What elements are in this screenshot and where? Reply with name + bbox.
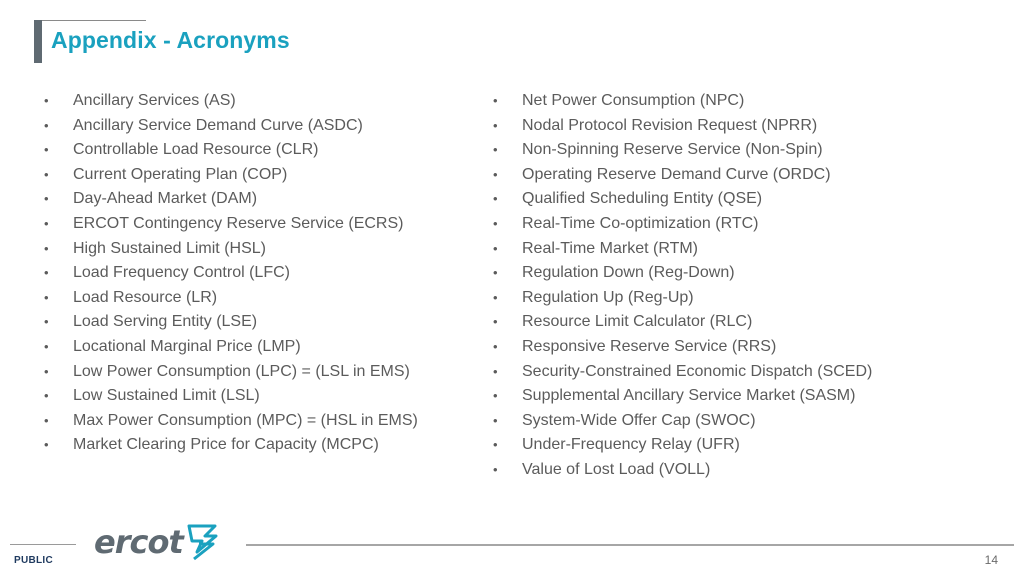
acronym-list-item: • Day-Ahead Market (DAM) xyxy=(42,187,462,212)
acronym-list-item: • Operating Reserve Demand Curve (ORDC) xyxy=(491,163,961,188)
acronym-list-item: • Max Power Consumption (MPC) = (HSL in EMS) xyxy=(42,409,462,434)
footer-divider-left xyxy=(10,544,76,545)
acronym-list-item: • Real-Time Co-optimization (RTC) xyxy=(491,212,961,237)
acronym-list-item: • Security-Constrained Economic Dispatch (SCED) xyxy=(491,360,961,385)
acronym-list-item: • Regulation Down (Reg-Down) xyxy=(491,261,961,286)
acronym-list-item: • Net Power Consumption (NPC) xyxy=(491,89,961,114)
acronym-list-item: • Current Operating Plan (COP) xyxy=(42,163,462,188)
ercot-logo xyxy=(94,522,221,562)
acronym-list-item: • Value of Lost Load (VOLL) xyxy=(491,458,961,483)
acronym-list-item: • Ancillary Service Demand Curve (ASDC) xyxy=(42,114,462,139)
title-accent-bar xyxy=(34,20,42,63)
acronym-list-item: • Under-Frequency Relay (UFR) xyxy=(491,433,961,458)
ercot-lightning-mark-icon xyxy=(185,522,221,562)
acronym-list-item: • Nodal Protocol Revision Request (NPRR) xyxy=(491,114,961,139)
acronym-list-item: • Low Power Consumption (LPC) = (LSL in EMS) xyxy=(42,360,462,385)
acronym-list-item: • Regulation Up (Reg-Up) xyxy=(491,286,961,311)
acronym-list-item: • Real-Time Market (RTM) xyxy=(491,237,961,262)
acronym-list-item: • Load Resource (LR) xyxy=(42,286,462,311)
footer-divider-right xyxy=(246,544,1014,546)
acronym-list-item: • Market Clearing Price for Capacity (MCPC) xyxy=(42,433,462,458)
acronym-list-item: • High Sustained Limit (HSL) xyxy=(42,237,462,262)
acronym-list-item: • Qualified Scheduling Entity (QSE) xyxy=(491,187,961,212)
page-number: 14 xyxy=(984,553,998,567)
acronym-list-item: • Supplemental Ancillary Service Market (SASM) xyxy=(491,384,961,409)
logo-wordmark: ercot xyxy=(94,523,183,561)
acronym-list-item: • Controllable Load Resource (CLR) xyxy=(42,138,462,163)
acronym-list-item: • System-Wide Offer Cap (SWOC) xyxy=(491,409,961,434)
acronym-list-item: • ERCOT Contingency Reserve Service (ECRS) xyxy=(42,212,462,237)
acronym-list-item: • Ancillary Services (AS) xyxy=(42,89,462,114)
acronym-list-right xyxy=(491,89,961,483)
page-title: Appendix - Acronyms xyxy=(51,27,290,53)
acronym-list-item: • Low Sustained Limit (LSL) xyxy=(42,384,462,409)
classification-label: PUBLIC xyxy=(14,555,54,566)
acronym-list-item: • Resource Limit Calculator (RLC) xyxy=(491,310,961,335)
title-rule xyxy=(42,20,146,21)
acronym-list-item: • Load Frequency Control (LFC) xyxy=(42,261,462,286)
acronym-list-item: • Locational Marginal Price (LMP) xyxy=(42,335,462,360)
acronym-list-item: • Non-Spinning Reserve Service (Non-Spin) xyxy=(491,138,961,163)
acronym-list-left xyxy=(42,89,462,458)
acronym-list-item: • Responsive Reserve Service (RRS) xyxy=(491,335,961,360)
acronym-list-item: • Load Serving Entity (LSE) xyxy=(42,310,462,335)
